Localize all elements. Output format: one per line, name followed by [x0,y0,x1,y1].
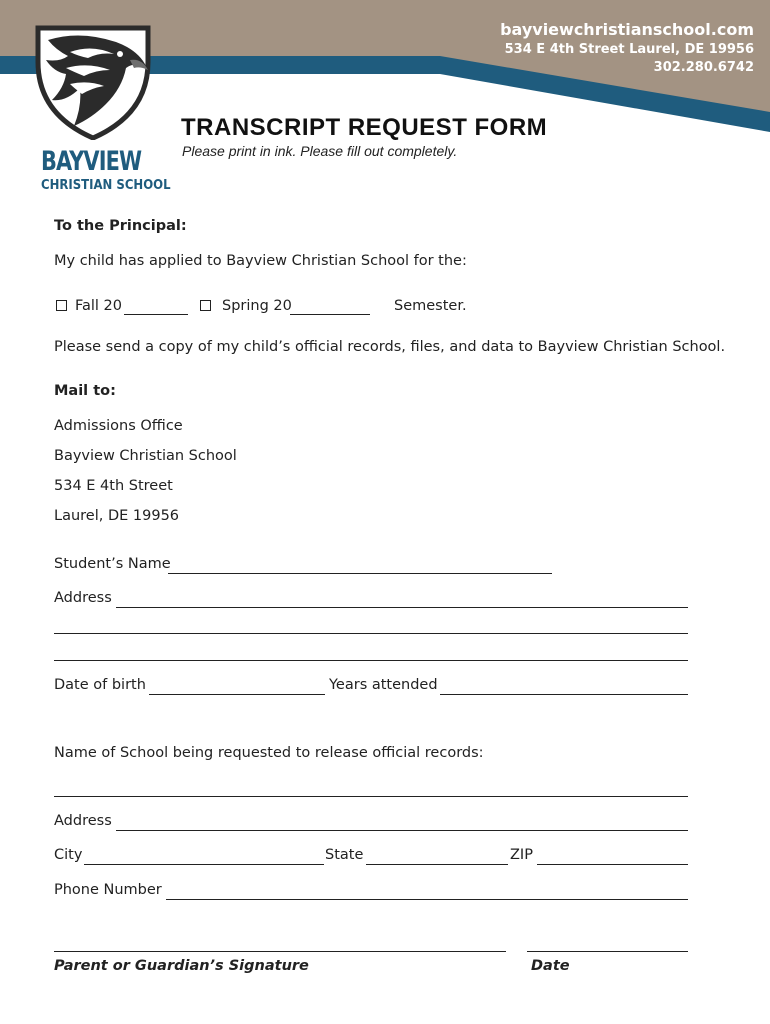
school-address-field[interactable] [116,830,688,831]
dob-label: Date of birth [54,677,146,693]
mail-to-label: Mail to: [54,383,116,399]
street-address-text: 534 E 4th Street Laurel, DE 19956 [504,42,754,57]
form-subtitle: Please print in ink. Please fill out completely. [182,143,458,159]
school-name-bayview: BAYVIEW [41,146,142,177]
city-field[interactable] [84,864,324,865]
signature-field[interactable] [54,951,506,952]
fall-year-field[interactable] [124,314,188,315]
semester-label: Semester. [394,298,467,314]
state-label: State [325,847,364,863]
phone-number-text: 302.280.6742 [653,60,754,75]
student-address-field-1[interactable] [116,607,688,608]
student-address-field-2[interactable] [54,633,688,634]
state-field[interactable] [366,864,508,865]
eagle-shield-logo [30,22,156,140]
years-attended-label: Years attended [329,677,438,693]
request-text: Please send a copy of my child’s official records, files, and data to Bayview Christian School. [54,339,726,355]
zip-field[interactable] [537,864,688,865]
student-name-field[interactable] [168,573,552,574]
zip-label: ZIP [510,847,533,863]
phone-number-field[interactable] [166,899,688,900]
form-title: TRANSCRIPT REQUEST FORM [181,114,548,141]
school-request-label: Name of School being requested to release official records: [54,745,484,761]
spring-year-field[interactable] [290,314,370,315]
mail-address-line-4: Laurel, DE 19956 [54,508,180,524]
mail-address-line-3: 534 E 4th Street [54,478,173,494]
dob-field[interactable] [149,694,325,695]
years-attended-field[interactable] [440,694,688,695]
spring-label: Spring 20 [222,298,292,314]
intro-text: My child has applied to Bayview Christian School for the: [54,253,467,269]
mail-address-line-2: Bayview Christian School [54,448,237,464]
spring-checkbox[interactable] [200,300,211,311]
school-name-field[interactable] [54,796,688,797]
website-text: bayviewchristianschool.com [500,20,754,39]
school-name-christian-school: CHRISTIAN SCHOOL [41,178,171,193]
fall-label: Fall 20 [75,298,123,314]
phone-number-label: Phone Number [54,882,162,898]
date-field[interactable] [527,951,688,952]
signature-label: Parent or Guardian’s Signature [54,958,309,974]
student-address-field-3[interactable] [54,660,688,661]
mail-address-line-1: Admissions Office [54,418,183,434]
school-address-label: Address [54,813,112,829]
student-name-label: Student’s Name [54,556,171,572]
student-address-label: Address [54,590,112,606]
salutation: To the Principal: [54,218,187,234]
date-label: Date [531,958,570,974]
fall-checkbox[interactable] [56,300,67,311]
city-label: City [54,847,83,863]
